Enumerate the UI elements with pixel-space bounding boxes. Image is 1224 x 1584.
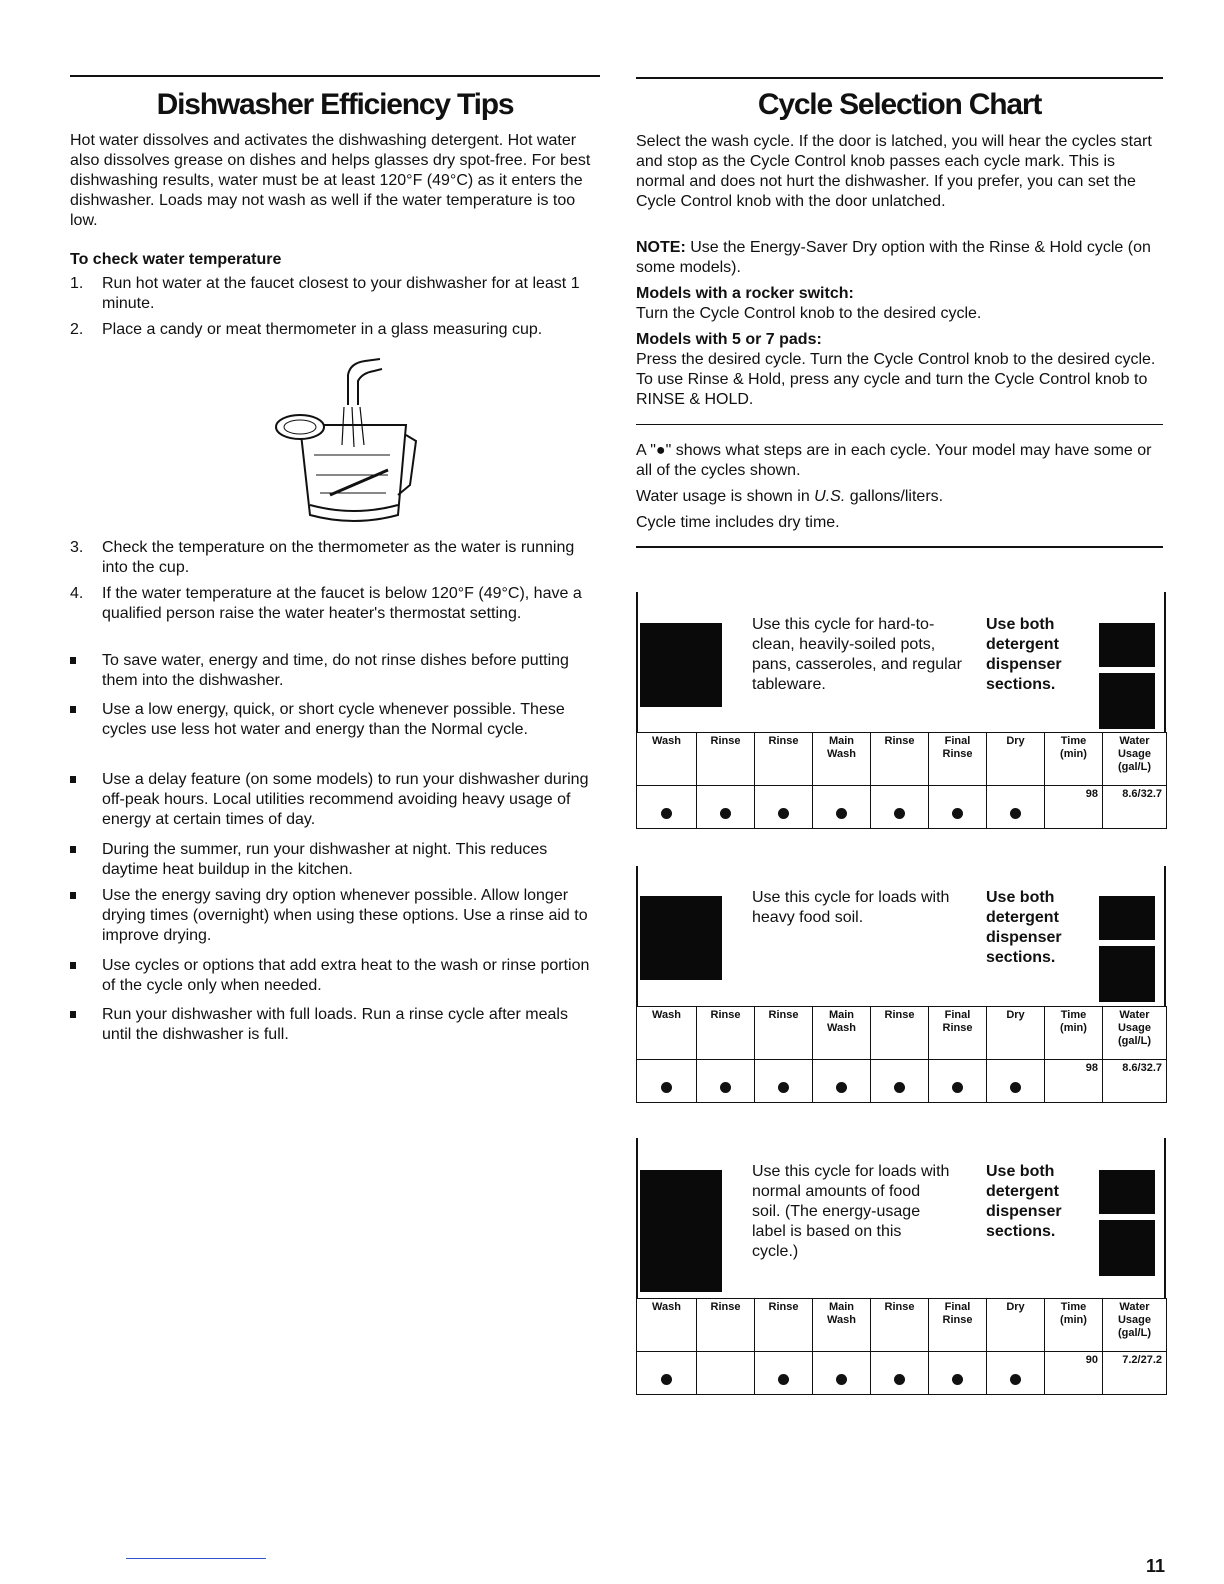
column-header: Rinse <box>755 1007 813 1060</box>
column-header: Wash <box>637 733 697 786</box>
step-cell <box>871 1352 929 1395</box>
step-dot <box>1010 1082 1021 1093</box>
left-top-rule <box>70 75 600 77</box>
step-dot <box>778 1374 789 1385</box>
column-header: Dry <box>987 1299 1045 1352</box>
pads-text: Press the desired cycle. Turn the Cycle Control knob to the desired cycle. To use Rinse & Hold, press any cycle and turn the Cycle Control knob to RINSE & HOLD. <box>636 351 1156 408</box>
step-dot <box>661 1082 672 1093</box>
dispenser-icon <box>1099 1170 1155 1214</box>
pads-heading: Models with 5 or 7 pads: <box>636 331 822 348</box>
step-cell <box>987 1060 1045 1103</box>
step-cell <box>637 1352 697 1395</box>
check-temperature-heading: To check water temperature <box>70 251 282 268</box>
cycle-time: 90 <box>1085 1354 1098 1366</box>
step-dot <box>778 1082 789 1093</box>
step-dot <box>836 1082 847 1093</box>
legend-steps: A "●" shows what steps are in each cycle. Your model may have some or all of the cycles shown. <box>636 442 1152 479</box>
bullet-icon <box>70 846 76 853</box>
cycle-description: Use this cycle for loads with heavy food soil. <box>752 889 950 926</box>
legend-time: Cycle time includes dry time. <box>636 514 840 531</box>
step-1: 1. Run hot water at the faucet closest to your dishwasher for at least 1 minute. <box>70 275 580 312</box>
dispenser-icon <box>1099 673 1155 729</box>
cycle-name-box <box>640 1170 722 1292</box>
time-cell <box>1045 786 1103 829</box>
step-cell <box>813 786 871 829</box>
bullet-icon <box>70 776 76 783</box>
column-header: Dry <box>987 1007 1045 1060</box>
column-header: Water Usage (gal/L) <box>1103 1299 1167 1352</box>
step-cell <box>871 1060 929 1103</box>
column-header: Rinse <box>697 733 755 786</box>
column-header: Main Wash <box>813 733 871 786</box>
step-dot <box>836 1374 847 1385</box>
column-header: Main Wash <box>813 1007 871 1060</box>
step-dot <box>894 1374 905 1385</box>
right-top-rule <box>636 77 1163 79</box>
water-cell <box>1103 1060 1167 1103</box>
efficiency-intro: Hot water dissolves and activates the dishwashing detergent. Hot water also dissolves grease on dishes and helps glasses dry spot-free. For best dishwashing results, water must be at least 120°F (49°C) as it enters the dishwasher. Loads may not wash as well if the water temperature is too low. <box>70 132 591 229</box>
note: NOTE: Use the Energy-Saver Dry option with the Rinse & Hold cycle (on some models). <box>636 239 1151 276</box>
step-cell <box>929 1352 987 1395</box>
legend-water: Water usage is shown in U.S. gallons/liters. <box>636 488 944 505</box>
cycle-water-usage: 7.2/27.2 <box>1122 1354 1162 1366</box>
column-header: Time (min) <box>1045 733 1103 786</box>
step-dot <box>894 808 905 819</box>
column-header: Rinse <box>755 733 813 786</box>
footer-line <box>126 1558 266 1559</box>
dispenser-icon <box>1099 896 1155 940</box>
bullet-icon <box>70 892 76 899</box>
cycle-steps-table <box>636 1298 1167 1395</box>
cycle-border <box>636 1138 638 1298</box>
column-header: Wash <box>637 1299 697 1352</box>
step-cell <box>637 1060 697 1103</box>
step-cell <box>755 786 813 829</box>
step-dot <box>1010 1374 1021 1385</box>
rocker-heading: Models with a rocker switch: <box>636 285 854 302</box>
cycle-block <box>636 592 1166 832</box>
step-dot <box>952 1082 963 1093</box>
step-cell <box>813 1060 871 1103</box>
dispenser-icon <box>1099 946 1155 1002</box>
detergent-note: Use both detergent dispenser sections. <box>986 616 1062 693</box>
step-dot <box>836 808 847 819</box>
time-cell <box>1045 1352 1103 1395</box>
cycle-intro: Select the wash cycle. If the door is latched, you will hear the cycles start and stop as the Cycle Control knob passes each cycle mark. This is normal and does not hurt the dishwasher. If you prefer, you can set the Cycle Control knob with the door unlatched. <box>636 133 1152 210</box>
left-title: Dishwasher Efficiency Tips <box>156 88 514 121</box>
step-dot <box>894 1082 905 1093</box>
step-dot <box>720 808 731 819</box>
cycle-border <box>1164 866 1166 1006</box>
divider <box>636 424 1163 425</box>
bullet-icon <box>70 962 76 969</box>
page-number: 11 <box>1146 1556 1166 1576</box>
thermometer-cup-illustration <box>270 355 420 535</box>
column-header: Rinse <box>755 1299 813 1352</box>
water-cell <box>1103 1352 1167 1395</box>
step-cell <box>987 786 1045 829</box>
step-cell <box>697 786 755 829</box>
cycle-border <box>636 866 638 1006</box>
step-dot <box>952 808 963 819</box>
rocker-text: Turn the Cycle Control knob to the desired cycle. <box>636 305 982 322</box>
step-cell <box>697 1060 755 1103</box>
step-cell <box>637 786 697 829</box>
cycle-block <box>636 866 1166 1106</box>
cycle-border <box>636 592 638 732</box>
cycle-description: Use this cycle for hard-to-clean, heavily-soiled pots, pans, casseroles, and regular tableware. <box>752 616 962 693</box>
column-header: Time (min) <box>1045 1299 1103 1352</box>
bullet-icon <box>70 657 76 664</box>
step-cell <box>929 1060 987 1103</box>
cycle-name-box <box>640 623 722 707</box>
step-cell <box>755 1060 813 1103</box>
detergent-note: Use both detergent dispenser sections. <box>986 889 1062 966</box>
column-header: Rinse <box>871 1007 929 1060</box>
step-dot <box>661 808 672 819</box>
column-header: Water Usage (gal/L) <box>1103 1007 1167 1060</box>
step-2: 2. Place a candy or meat thermometer in a glass measuring cup. <box>70 321 543 338</box>
cycle-steps-table <box>636 732 1167 829</box>
step-cell <box>929 786 987 829</box>
step-dot <box>720 1082 731 1093</box>
cycle-water-usage: 8.6/32.7 <box>1122 1062 1162 1074</box>
cycle-time: 98 <box>1085 788 1098 800</box>
step-dot <box>661 1374 672 1385</box>
step-4: 4. If the water temperature at the faucet is below 120°F (49°C), have a qualified person raise the water heater's thermostat setting. <box>70 585 582 622</box>
bullet-icon <box>70 706 76 713</box>
column-header: Rinse <box>697 1007 755 1060</box>
cycle-time: 98 <box>1085 1062 1098 1074</box>
column-header: Final Rinse <box>929 1007 987 1060</box>
detergent-note: Use both detergent dispenser sections. <box>986 1163 1062 1240</box>
water-cell <box>1103 786 1167 829</box>
step-cell <box>871 786 929 829</box>
column-header: Rinse <box>697 1299 755 1352</box>
step-cell <box>755 1352 813 1395</box>
step-3: 3. Check the temperature on the thermometer as the water is running into the cup. <box>70 539 575 576</box>
cycle-border <box>1164 1138 1166 1298</box>
step-cell <box>987 1352 1045 1395</box>
bullet-icon <box>70 1011 76 1018</box>
cycle-water-usage: 8.6/32.7 <box>1122 788 1162 800</box>
step-dot <box>1010 808 1021 819</box>
dispenser-icon <box>1099 1220 1155 1276</box>
column-header: Final Rinse <box>929 1299 987 1352</box>
column-header: Time (min) <box>1045 1007 1103 1060</box>
cycle-block <box>636 1138 1166 1378</box>
step-cell <box>697 1352 755 1395</box>
step-dot <box>952 1374 963 1385</box>
dispenser-icon <box>1099 623 1155 667</box>
column-header: Rinse <box>871 1299 929 1352</box>
time-cell <box>1045 1060 1103 1103</box>
right-title: Cycle Selection Chart <box>757 88 1042 121</box>
column-header: Final Rinse <box>929 733 987 786</box>
cycle-steps-table <box>636 1006 1167 1103</box>
column-header: Main Wash <box>813 1299 871 1352</box>
cycle-description: Use this cycle for loads with normal amounts of food soil. (The energy-usage label is based on this cycle.) <box>752 1163 950 1260</box>
step-dot <box>778 808 789 819</box>
cycle-name-box <box>640 896 722 980</box>
cycle-border <box>1164 592 1166 732</box>
column-header: Dry <box>987 733 1045 786</box>
column-header: Water Usage (gal/L) <box>1103 733 1167 786</box>
divider <box>636 546 1163 548</box>
column-header: Rinse <box>871 733 929 786</box>
column-header: Wash <box>637 1007 697 1060</box>
step-cell <box>813 1352 871 1395</box>
